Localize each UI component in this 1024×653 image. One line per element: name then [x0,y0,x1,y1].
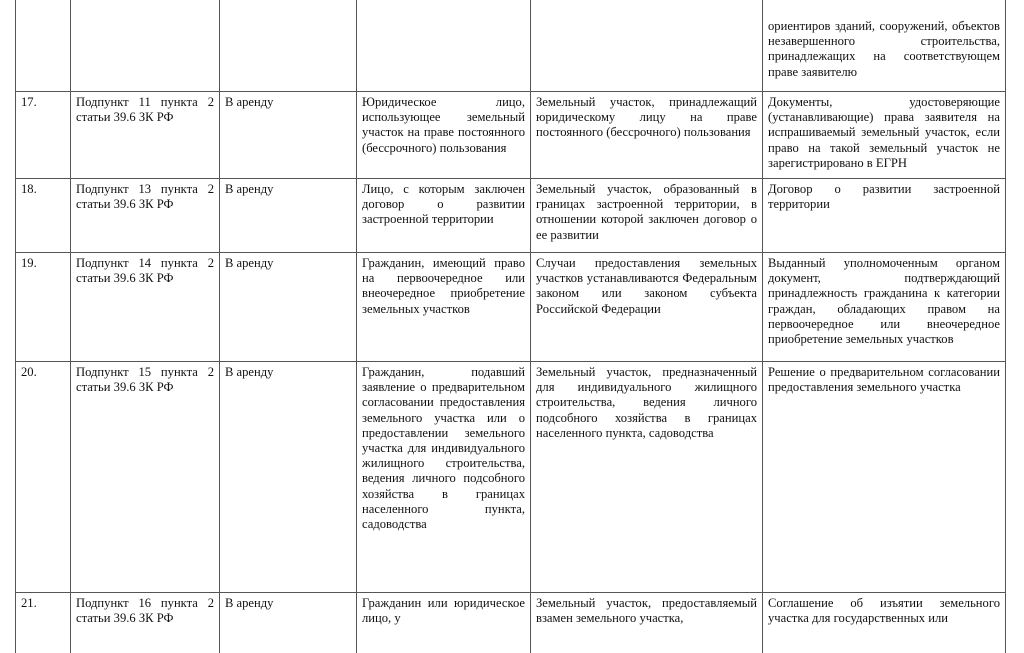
land-provision-table [15,0,1006,653]
cell-num: 20. [16,362,71,593]
table-row [16,179,1006,253]
cell-plot: Случаи предоставления земельных участков устанавливаются Федеральным законом или законом субъекта Российской Федерации [531,253,763,362]
cell-applicant: Лицо, с которым заключен договор о развитии застроенной территории [357,179,531,253]
cell-applicant [357,0,531,92]
cell-applicant: Гражданин, имеющий право на первоочередное или внеочередное приобретение земельных участков [357,253,531,362]
cell-documents: Документы, удостоверяющие (устанавливающие) права заявителя на испрашиваемый земельный участок, если право на такой земельный участок не зарегистрировано в ЕГРН [763,92,1006,179]
cell-type: В аренду [220,179,357,253]
cell-plot: Земельный участок, образованный в границах застроенной территории, в отношении которой заключен договор о ее развитии [531,179,763,253]
cell-documents: Решение о предварительном согласовании предоставления земельного участка [763,362,1006,593]
table-row [16,593,1006,653]
table-row [16,362,1006,593]
cell-type: В аренду [220,92,357,179]
cell-basis: Подпункт 14 пункта 2 статьи 39.6 ЗК РФ [71,253,220,362]
cell-plot: Земельный участок, предназначенный для индивидуального жилищного строительства, ведения личного подсобного хозяйства в границах населенного пункта, садоводства [531,362,763,593]
cell-num: 21. [16,593,71,653]
cell-basis: Подпункт 16 пункта 2 статьи 39.6 ЗК РФ [71,593,220,653]
cell-documents: ориентиров зданий, сооружений, объектов незавершенного строительства, принадлежащих на соответствующем праве заявителю [763,0,1006,92]
table-row [16,0,1006,92]
cell-num: 18. [16,179,71,253]
table-row [16,253,1006,362]
cell-num: 19. [16,253,71,362]
cell-type: В аренду [220,593,357,653]
cell-documents: Выданный уполномоченным органом документ, подтверждающий принадлежность гражданина к категории граждан, обладающих правом на первоочередное или внеочередное приобретение земельных участков [763,253,1006,362]
cell-num: 17. [16,92,71,179]
cell-basis: Подпункт 11 пункта 2 статьи 39.6 ЗК РФ [71,92,220,179]
cell-plot [531,0,763,92]
cell-plot: Земельный участок, принадлежащий юридическому лицу на праве постоянного (бессрочного) пользования [531,92,763,179]
cell-basis [71,0,220,92]
cell-documents: Договор о развитии застроенной территории [763,179,1006,253]
cell-type: В аренду [220,362,357,593]
cell-plot: Земельный участок, предоставляемый взамен земельного участка, [531,593,763,653]
cell-basis: Подпункт 13 пункта 2 статьи 39.6 ЗК РФ [71,179,220,253]
cell-applicant: Гражданин или юридическое лицо, у [357,593,531,653]
cell-documents: Соглашение об изъятии земельного участка для государственных или [763,593,1006,653]
cell-applicant: Гражданин, подавший заявление о предварительном согласовании предоставления земельного участка или о предоставлении земельного участка для индивидуального жилищного строительства, ведения личного подсобного хозяйства в границах населенного пункта, садоводства [357,362,531,593]
cell-basis: Подпункт 15 пункта 2 статьи 39.6 ЗК РФ [71,362,220,593]
cell-applicant: Юридическое лицо, использующее земельный участок на праве постоянного (бессрочного) пользования [357,92,531,179]
cell-num [16,0,71,92]
cell-type: В аренду [220,253,357,362]
table-row [16,92,1006,179]
cell-type [220,0,357,92]
